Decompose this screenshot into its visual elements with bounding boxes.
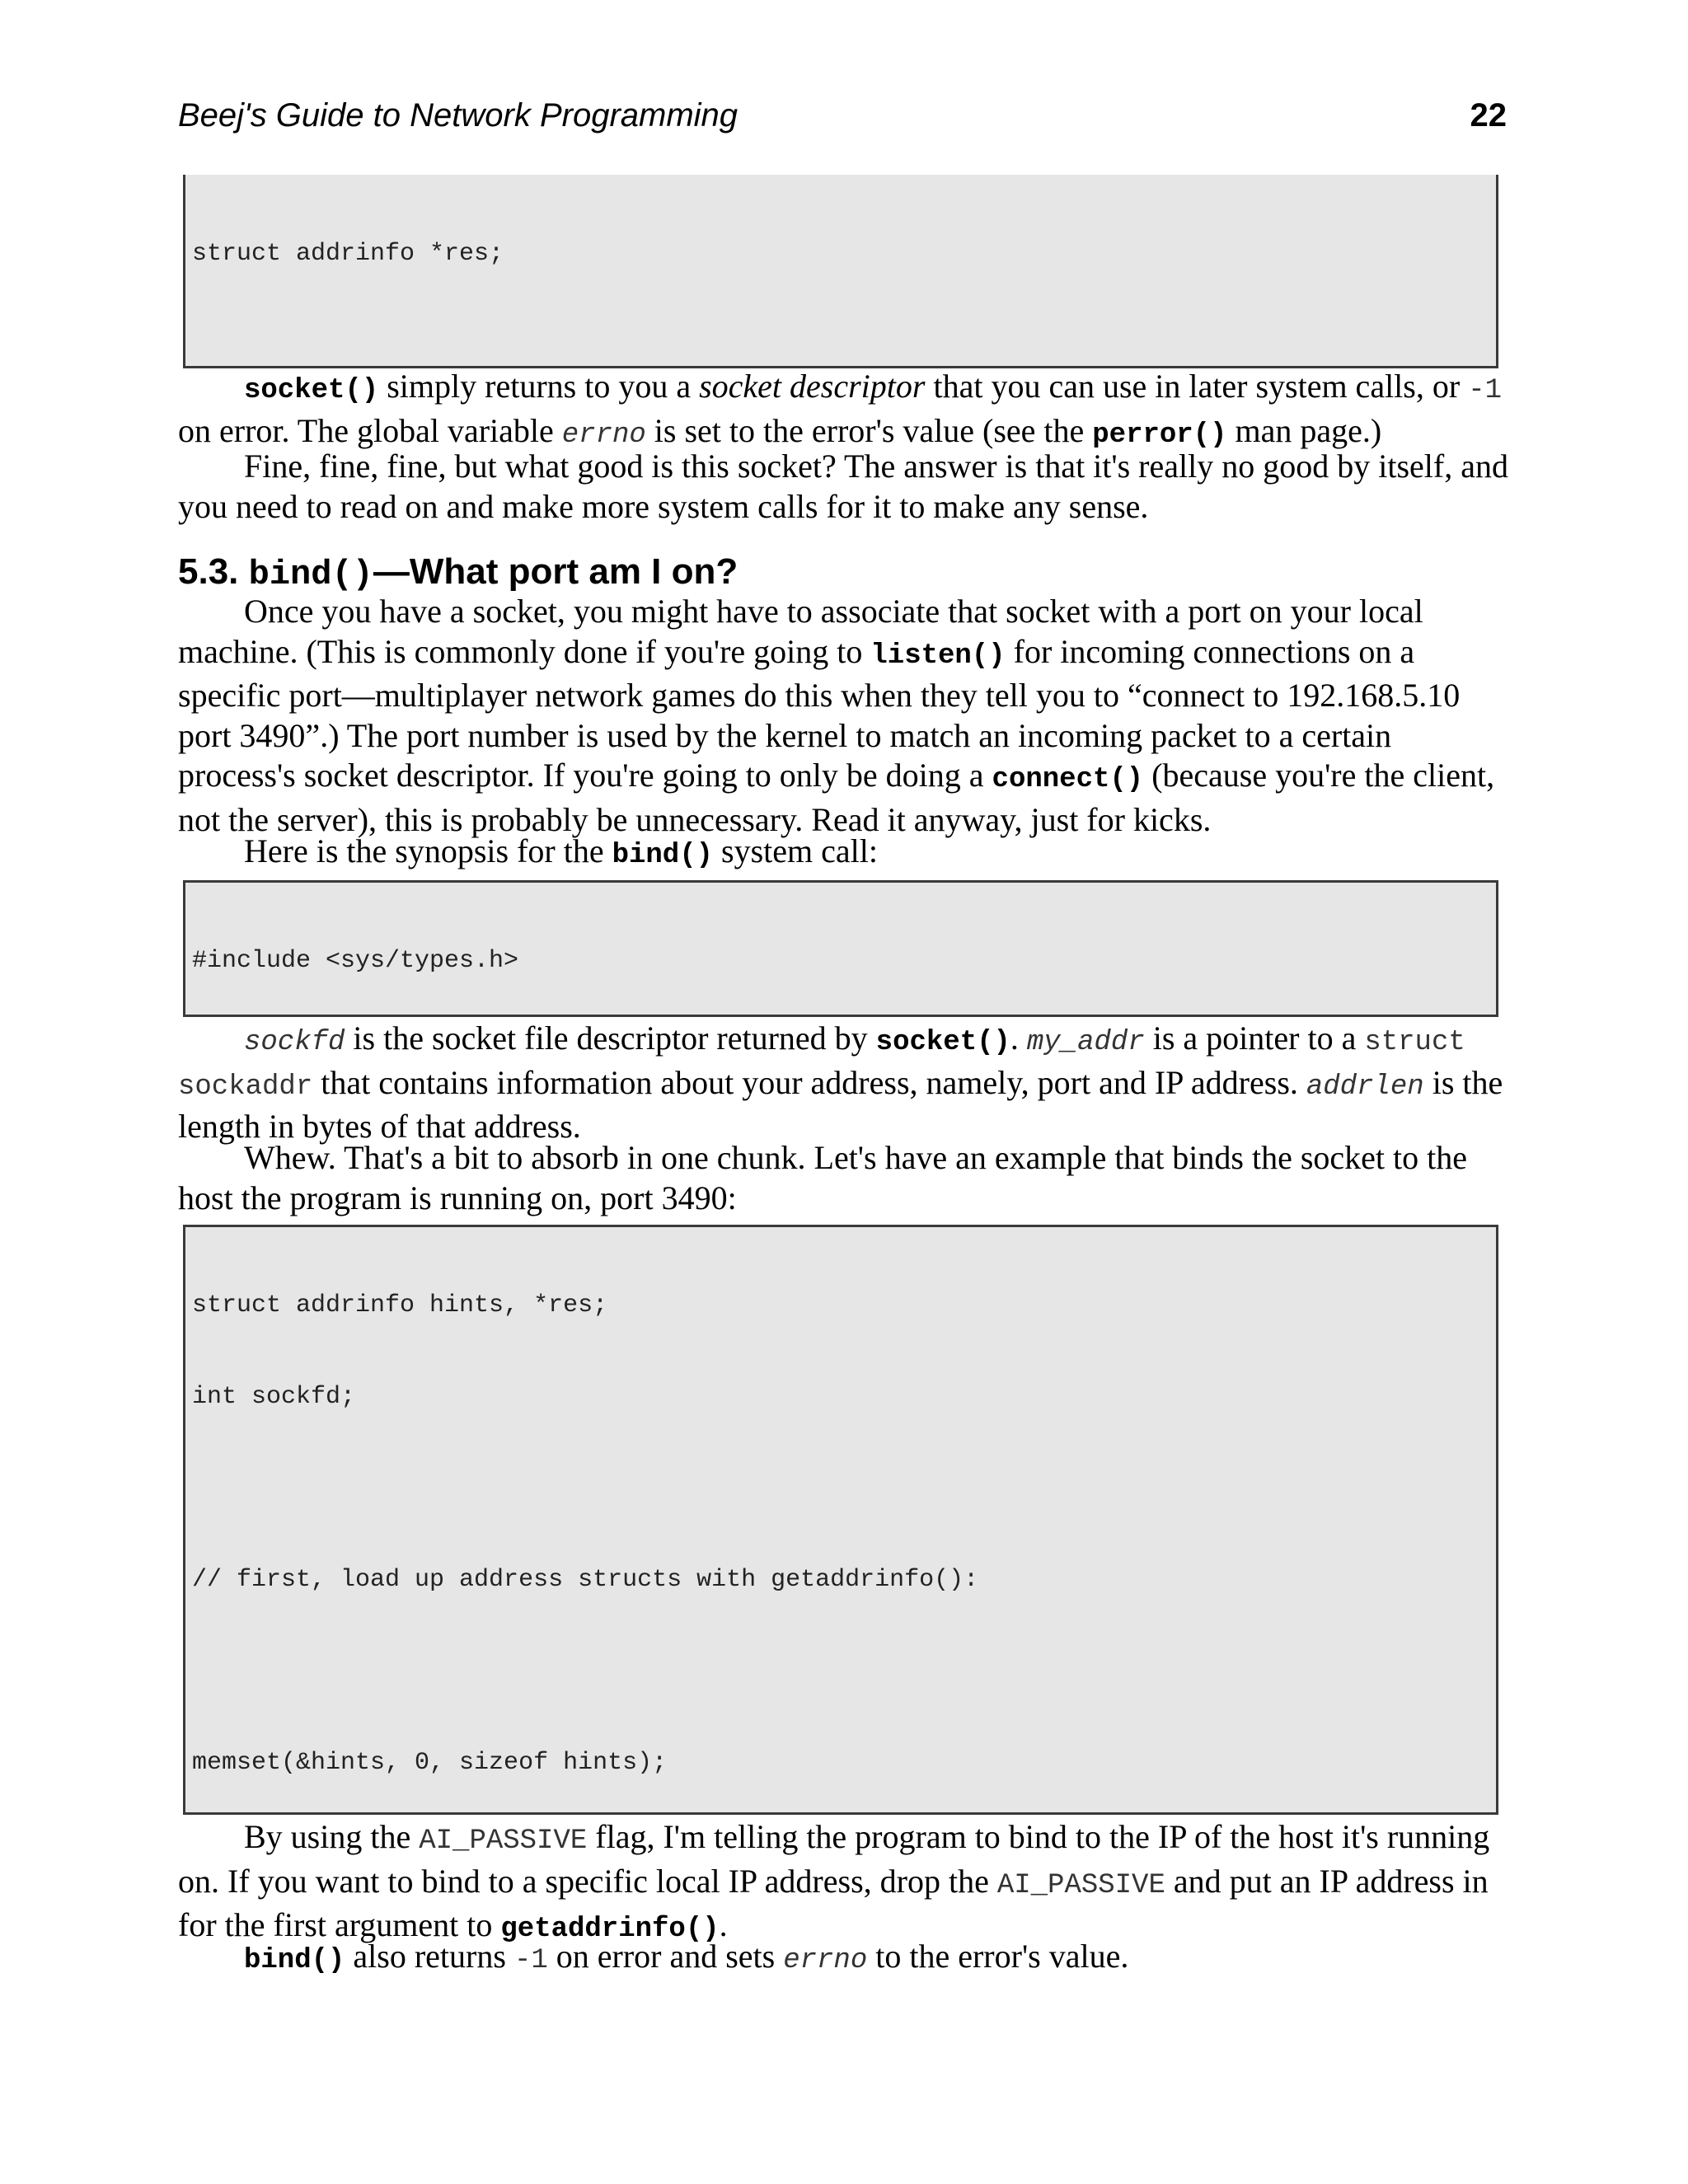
inline-code: my_addr [1026,1027,1145,1058]
code-line: struct addrinfo *res; [192,240,504,268]
inline-code: bind() [612,840,714,871]
code-line [192,1474,1496,1504]
code-line [192,330,1496,361]
inline-code: bind() [248,555,373,594]
paragraph: bind() also returns -1 on error and sets errno to the error's value. [244,1938,1129,1976]
inline-code: getaddrinfo() [500,1914,720,1945]
inline-code: AI_PASSIVE [996,1869,1165,1901]
inline-code: socket() [244,375,379,406]
inline-code: errno [561,419,646,451]
code-line: // first, load up address structs with getaddrinfo(): [192,1566,979,1594]
code-line: memset(&hints, 0, sizeof hints); [192,1749,668,1777]
paragraph: Here is the synopsis for the bind() system call: [244,832,878,871]
running-header [178,92,1507,138]
inline-code: bind() [244,1945,345,1976]
code-line: #include <sys/types.h> [192,947,519,975]
code-block [183,175,1498,368]
inline-code: AI_PASSIVE [419,1825,588,1857]
inline-code: -1 [1468,375,1502,406]
inline-code: sockfd [244,1027,345,1058]
inline-code: struct sockaddr [178,1027,1465,1103]
inline-code: listen() [870,640,1006,672]
inline-code: connect() [992,764,1144,795]
section-heading: 5.3. bind()—What port am I on? [178,551,738,594]
paragraph: socket() simply returns to you a socket descriptor that you can use in later system calls, or -1 on error. The global variable errno is set to the error's value (see the perror() man page.) [178,368,1502,451]
paragraph: By using the AI_PASSIVE flag, I'm telling the program to bind to the IP of the host it's running on. If you want to bind to a specific local IP address, drop the AI_PASSIVE and put an IP address in for the first argument to getaddrinfo(). [178,1818,1490,1945]
code-block [183,880,1498,1017]
page-number: 22 [1470,97,1507,134]
header-title: Beej's Guide to Network Programming [178,97,738,134]
inline-code: socket() [875,1027,1010,1058]
paragraph: Fine, fine, fine, but what good is this socket? The answer is that it's really no good by itself, and you need to read on and make more system calls for it to make any sense. [178,448,1508,525]
code-line: int sockfd; [192,1383,356,1411]
inline-code: addrlen [1306,1071,1424,1103]
code-line: struct addrinfo hints, *res; [192,1291,608,1319]
code-line [192,1657,1496,1687]
inline-code: errno [783,1945,868,1976]
emphasis: socket descriptor [699,368,926,405]
inline-code: perror() [1092,419,1227,451]
paragraph: Whew. That's a bit to absorb in one chunk. Let's have an example that binds the socket to the host the program is running on, port 3490: [178,1139,1468,1216]
code-block [183,1225,1498,1815]
paragraph: sockfd is the socket file descriptor returned by socket(). my_addr is a pointer to a struct sockaddr that contains information about your address, namely, port and IP address. addrlen is the length in bytes of that address. [178,1019,1503,1145]
paragraph: Once you have a socket, you might have to associate that socket with a port on your local machine. (This is commonly done if you're going to listen() for incoming connections on a specific port—multiplayer network games do this when they tell you to “connect to 192.168.5.10 port 3490”.) The port number is used by the kernel to match an incoming packet to a certain process's socket descriptor. If you're going to only be doing a connect() (because you're the client, not the server), this is probably be unnecessary. Read it anyway, just for kicks. [178,593,1495,838]
inline-code: -1 [513,1945,548,1976]
